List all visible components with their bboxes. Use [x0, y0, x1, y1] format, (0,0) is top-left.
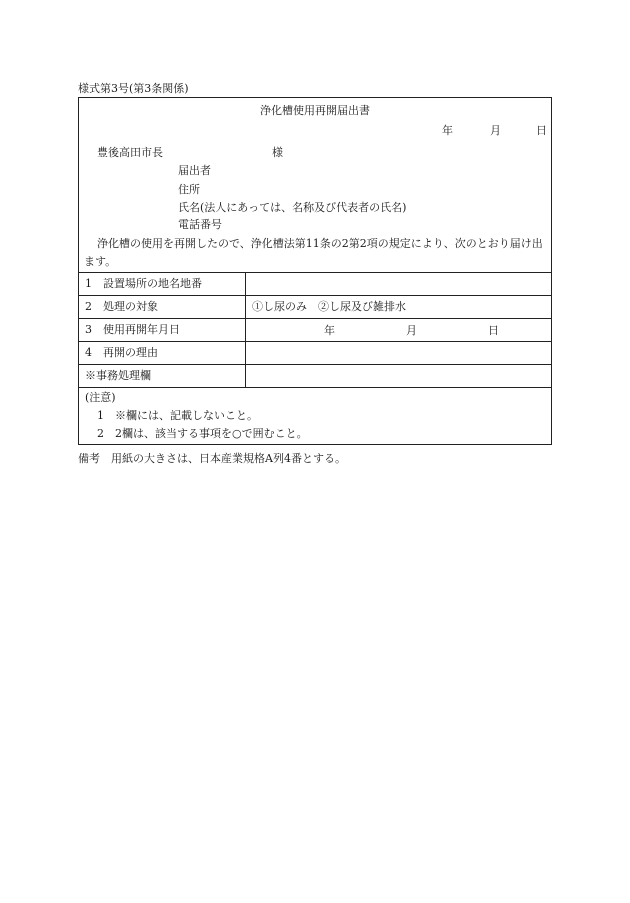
resume-date-year-unit: 年	[324, 324, 335, 337]
applicant-label: 届出者	[178, 164, 211, 177]
note-item: 1 ※欄には、記載しないこと。	[97, 409, 258, 422]
reason-field[interactable]	[246, 342, 552, 365]
form-number-label: 様式第3号(第3条関係)	[78, 82, 189, 95]
row-label-location: 1 設置場所の地名地番	[79, 273, 246, 296]
location-field[interactable]	[246, 273, 552, 296]
office-use-field	[246, 365, 552, 388]
applicant-name-label: 氏名(法人にあっては、名称及び代表者の氏名)	[178, 201, 407, 214]
treatment-target-options[interactable]: ①し尿のみ ②し尿及び雑排水	[246, 296, 552, 319]
date-year-label: 年	[442, 124, 453, 137]
row-label-target: 2 処理の対象	[79, 296, 246, 319]
date-day-label: 日	[536, 124, 547, 137]
row-label-reason: 4 再開の理由	[79, 342, 246, 365]
table-row	[79, 319, 552, 342]
details-table	[78, 272, 552, 388]
table-row	[79, 342, 552, 365]
applicant-phone-label: 電話番号	[178, 218, 222, 231]
addressee-name: 豊後高田市長	[97, 146, 163, 159]
note-item: 2 2欄は、該当する事項を○で囲むこと。	[97, 427, 308, 440]
notes-title: (注意)	[85, 391, 116, 404]
resume-date-field[interactable]	[246, 319, 552, 342]
table-row	[79, 296, 552, 319]
form-frame	[78, 97, 552, 445]
table-row	[79, 273, 552, 296]
date-month-label: 月	[490, 124, 501, 137]
row-label-resume-date: 3 使用再開年月日	[79, 319, 246, 342]
remark-text: 備考 用紙の大きさは、日本産業規格A列4番とする。	[78, 452, 346, 465]
applicant-address-label: 住所	[178, 183, 200, 196]
body-text: 浄化槽の使用を再開したので、浄化槽法第11条の2第2項の規定により、次のとおり届け出ます。	[84, 237, 543, 268]
resume-date-month-unit: 月	[406, 324, 417, 337]
resume-date-day-unit: 日	[488, 324, 499, 337]
row-label-office-use: ※事務処理欄	[79, 365, 246, 388]
addressee-honorific: 様	[272, 146, 283, 159]
form-title: 浄化槽使用再開届出書	[260, 104, 370, 117]
table-row	[79, 365, 552, 388]
